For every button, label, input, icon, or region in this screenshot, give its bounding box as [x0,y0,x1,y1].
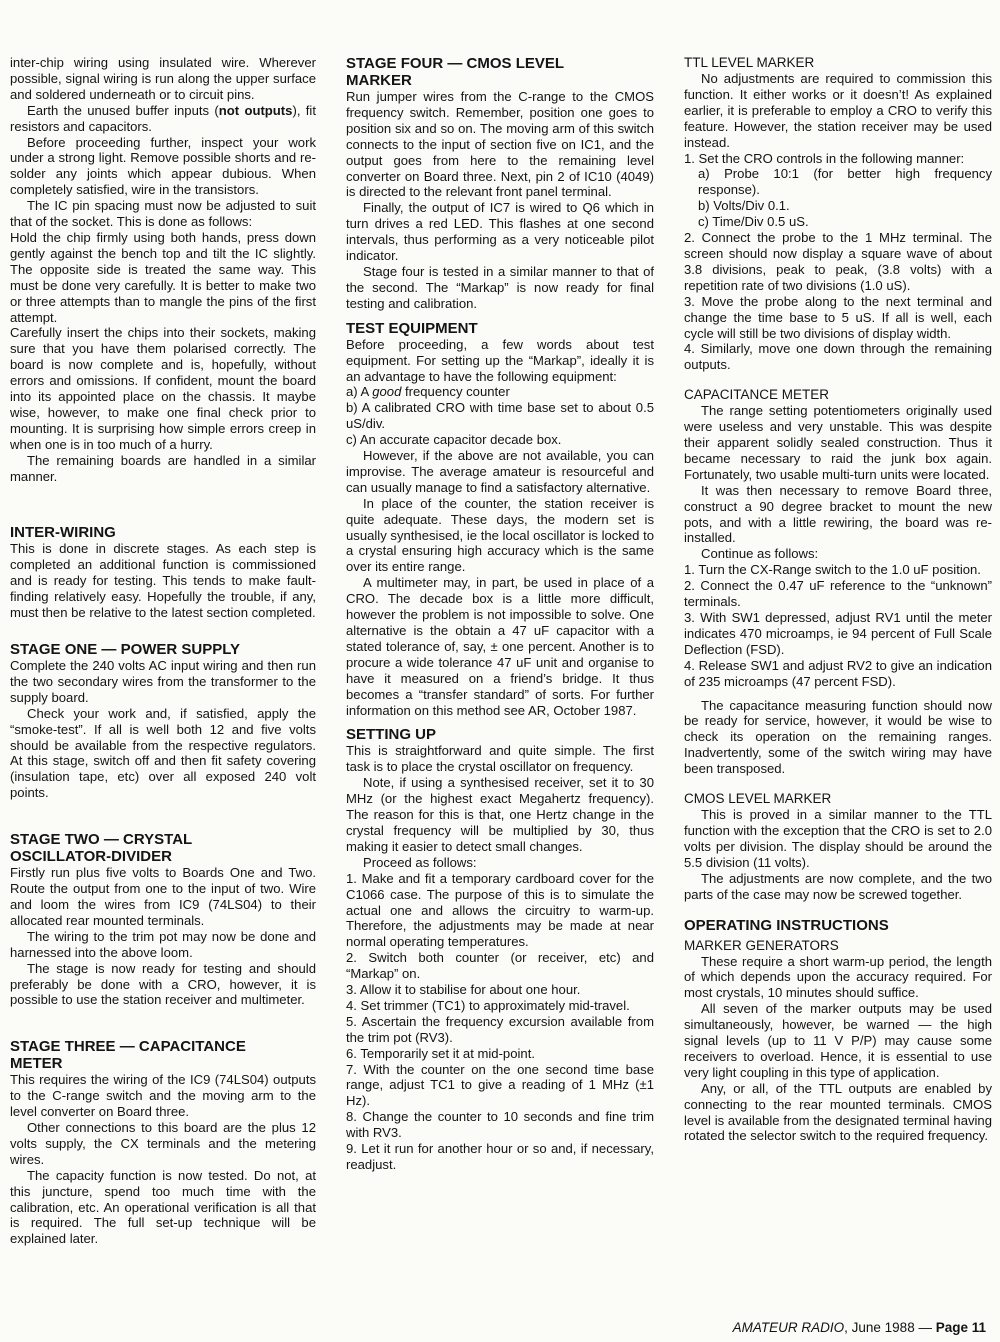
paragraph: A multimeter may, in part, be used in place of a CRO. The decade box is a little more difficult, however the problem is not impossible to solve. One alternative is the obtain a 47 uF capacitor with a stated tolerance of, say, ± one percent. Another is to procure a wide tolerance 47 uF unit and organise to have it measured on a friend’s bridge. It thus becomes a “transfer standard” of sorts. For further information on this method see AR, October 1987. [346,575,654,718]
subheading-capacitance-meter: CAPACITANCE METER [684,387,830,403]
page-footer [733,1320,986,1335]
paragraph: The range setting potentiometers originally used were useless and very unstable. This was despite their apparent solidly sealed construction. Thus it became necessary to raid the junk box again. Fortunately, two usable multi-turn units were located. [684,403,992,482]
paragraph: Proceed as follows: [363,854,477,870]
paragraph: Note, if using a synthesised receiver, set it to 30 MHz (or the highest exact Megahertz frequency). The reason for this is that, one Hertz change in the crystal frequency will be multiplied by 30, thus making it easier to detect small changes. [346,775,654,854]
emphasis: not outputs [218,102,293,118]
paragraph: The capacity function is now tested. Do not, at this juncture, spend too much time with the calibration, etc. An operational verification is all that is required. The full set-up technique will be explained later. [10,1167,316,1247]
paragraph: Finally, the output of IC7 is wired to Q6 which in turn drives a red LED. This flashes at one second intervals, thus performing as a very noticeable pilot indicator. [346,200,654,264]
paragraph: Any, or all, of the TTL outputs are enabled by connecting to the rear mounted terminals. CMOS level is available from the designated terminal having rotated the selector switch to the required frequency. [684,1080,992,1144]
list-item: 3. Allow it to stabilise for about one hour. [346,982,581,998]
column-2 [346,55,654,1173]
list-item: 3. Move the probe along to the next terminal and change the time base to 5 uS. If all is well, each cycle will still be two divisions of display width. [684,293,992,341]
heading-line: OSCILLATOR-DIVIDER [10,848,172,866]
list-item: 1. Make and fit a temporary cardboard cover for the C1066 case. The purpose of this is to simulate the actual one and allows the circuitry to warm-up. Therefore, the adjustments may be made at near normal operating temperatures. [346,870,654,950]
list-item: b) Volts/Div 0.1. [698,198,790,214]
paragraph: Complete the 240 volts AC input wiring and then run the two secondary wires from the transformer to the supply board. [10,658,316,705]
paragraph [10,103,316,135]
section-heading-test-equipment: TEST EQUIPMENT [346,319,478,337]
page-number: Page 11 [935,1320,986,1335]
paragraph: This requires the wiring of the IC9 (74LS04) outputs to the C-range switch and the moving arm to the level converter on Board three. [10,1072,316,1120]
subheading-ttl-level-marker: TTL LEVEL MARKER [684,55,815,70]
subheading-cmos-level-marker: CMOS LEVEL MARKER [684,791,832,807]
list-item: 2. Connect the 0.47 uF reference to the “unknown” terminals. [684,578,992,610]
heading-line: METER [10,1055,63,1073]
paragraph: Continue as follows: [701,546,819,562]
list-item: 8. Change the counter to 10 seconds and fine trim with RV3. [346,1109,654,1141]
paragraph: inter-chip wiring using insulated wire. Wherever possible, signal wiring is run along the upper surface and soldered underneath or to circuit pins. [10,55,316,102]
text-run: frequency counter [401,384,510,400]
paragraph: In place of the counter, the station receiver is quite adequate. These days, the modern set is usually synthesised, ie the local oscillator is locked to a crystal ensuring high accuracy which is the same over its entire range. [346,495,654,575]
list-item: a) Probe 10:1 (for better high frequency response). [698,166,992,198]
text-run: a) A [346,384,373,400]
list-item: 4. Set trimmer (TC1) to approximately mid-travel. [346,997,630,1013]
paragraph: The capacitance measuring function should now be ready for service, however, it would be wise to check its operation on the remaining ranges. Inadvertently, some of the switch wiring may have been transposed. [684,697,992,777]
paragraph: All seven of the marker outputs may be used simultaneously, however, be warned — the high signal levels (up to 11 V P/P) may cause some receivers to overload. Hence, it is essential to use very light coupling in this type of application. [684,1001,992,1080]
section-heading-stage-four [346,55,654,89]
subheading-marker-generators: MARKER GENERATORS [684,937,839,953]
section-heading-inter-wiring: INTER-WIRING [10,524,116,542]
paragraph: Other connections to this board are the plus 12 volts supply, the CX terminals and the metering wires. [10,1120,316,1167]
paragraph: Before proceeding, a few words about test equipment. For setting up the “Markap”, ideally it is an advantage to have the following equipment: [346,336,654,384]
list-item: 7. With the counter on the one second time base range, adjust TC1 to give a reading of 1 MHz (±1 Hz). [346,1061,654,1109]
section-heading-stage-two [10,831,316,865]
paragraph: This is straightforward and quite simple. The first task is to place the crystal oscillator on frequency. [346,743,654,775]
section-heading-stage-one: STAGE ONE — POWER SUPPLY [10,641,241,658]
list-item: 1. Set the CRO controls in the following manner: [684,150,965,166]
list-item: c) An accurate capacitor decade box. [346,432,562,448]
list-item: c) Time/Div 0.5 uS. [698,214,809,230]
heading-line: MARKER [346,72,412,89]
heading-line: STAGE FOUR — CMOS LEVEL [346,55,565,72]
paragraph: Run jumper wires from the C-range to the CMOS frequency switch. Remember, position one goes to position six and so on. The moving arm of this switch connects to the input of section five on IC1, and the output goes from here to the remaining level converter on Board three. Next, pin 2 of IC10 (4049) is directed to the relevant front panel terminal. [346,89,654,200]
list-item: 4. Release SW1 and adjust RV2 to give an indication of 235 microamps (47 percent FSD). [684,657,992,689]
list-item: 2. Connect the probe to the 1 MHz terminal. The screen should now display a square wave of about 3.8 divisions, peak to peak, (3.8 volts) with a repetition rate of two divisions (1.0 uS). [684,230,992,293]
paragraph: Carefully insert the chips into their sockets, making sure that you have them polarised correctly. The board is now complete and is, hopefully, without errors and omissions. If confident, mount the board into its appointed place on the chassis. It maybe wise, however, to make one final check prior to mounting. It is surprising how simple errors creep in when one is in too much of a hurry. [10,325,316,452]
list-item: 3. With SW1 depressed, adjust RV1 until the meter indicates 470 microamps, ie 94 percent of Full Scale Deflection (FSD). [684,610,992,657]
emphasis: good [372,384,402,400]
heading-line: STAGE TWO — CRYSTAL [10,831,193,849]
paragraph: This is done in discrete stages. As each step is completed an additional function is commissioned and is ready for testing. This tends to make fault-finding relatively easy. Hopefully the trouble, if any, must then be relative to the latest section completed. [10,541,316,621]
paragraph: The stage is now ready for testing and should preferably be done with a CRO, however, it is possible to use the station receiver and multimeter. [10,960,316,1008]
heading-line: STAGE THREE — CAPACITANCE [10,1038,246,1056]
list-item: 9. Let it run for another hour or so and, if necessary, readjust. [346,1141,654,1172]
text-run: ), fit resistors and capacitors. [10,102,316,134]
text-run: Earth the unused buffer inputs ( [27,102,219,118]
section-heading-setting-up: SETTING UP [346,726,437,744]
list-item: 1. Turn the CX-Range switch to the 1.0 uF position. [684,562,981,578]
paragraph: This is proved in a similar manner to the TTL function with the exception that the CRO is set to 2.0 volts per division. The display should be around the 5.5 division (11 volts). [684,807,992,870]
magazine-title: AMATEUR RADIO [732,1320,845,1335]
paragraph: No adjustments are required to commission this function. It either works or it doesn’t! As explained earlier, it is preferable to employ a CRO to verify this feature. However, the station receiver may be used instead. [684,71,992,150]
section-heading-operating-instructions: OPERATING INSTRUCTIONS [684,916,889,934]
paragraph: Before proceeding further, inspect your work under a strong light. Remove possible shorts and re-solder any joints which appear dubious. When completely satisfied, wire in the transistors. [10,134,316,198]
paragraph: These require a short warm-up period, the length of which depends upon the accuracy required. For most crystals, 10 minutes should suffice. [684,953,992,1001]
paragraph: The remaining boards are handled in a similar manner. [10,452,316,484]
issue-date: , June 1988 — [844,1320,936,1335]
list-item: 2. Switch both counter (or receiver, etc) and “Markap” on. [346,950,654,982]
list-item [346,384,654,400]
paragraph: Stage four is tested in a similar manner to that of the second. The “Markap” is now ready for final testing and calibration. [346,263,654,311]
section-heading-stage-three [10,1038,316,1072]
paragraph: The adjustments are now complete, and the two parts of the case may now be screwed together. [684,870,992,902]
paragraph: The IC pin spacing must now be adjusted to suit that of the socket. This is done as follows: [10,198,316,230]
list-item: b) A calibrated CRO with time base set to about 0.5 uS/div. [346,400,654,432]
column-1 [10,55,316,1247]
paragraph: Check your work and, if satisfied, apply the “smoke-test”. If all is well both 12 and five volts should be available from the respective regulators. At this stage, switch off and then fit safety covering (insulation tape, etc) over all exposed 240 volt points. [10,705,316,801]
paragraph: Firstly run plus five volts to Boards One and Two. Route the output from one to the input of two. Wire and loom the wires from IC9 (74LS04) to their allocated rear mounted terminals. [10,865,316,928]
paragraph: However, if the above are not available, you can improvise. The average amateur is resourceful and can usually manage to find a satisfactory alternative. [346,448,654,495]
list-item: 6. Temporarily set it at mid-point. [346,1045,535,1061]
paragraph: The wiring to the trim pot may now be done and harnessed into the above loom. [10,928,316,960]
list-item: 4. Similarly, move one down through the remaining outputs. [684,341,992,373]
paragraph: Hold the chip firmly using both hands, press down gently against the bench top and tilt the IC slightly. The opposite side is treated the same way. This must be done very carefully. It is better to make two or three attempts than to mangle the pins of the first attempt. [10,229,316,325]
list-item: 5. Ascertain the frequency excursion available from the trim pot (RV3). [346,1013,654,1045]
column-3 [684,55,992,1144]
paragraph: It was then necessary to remove Board three, construct a 90 degree bracket to mount the new pots, and with a little rewiring, the board was re-installed. [684,482,992,546]
